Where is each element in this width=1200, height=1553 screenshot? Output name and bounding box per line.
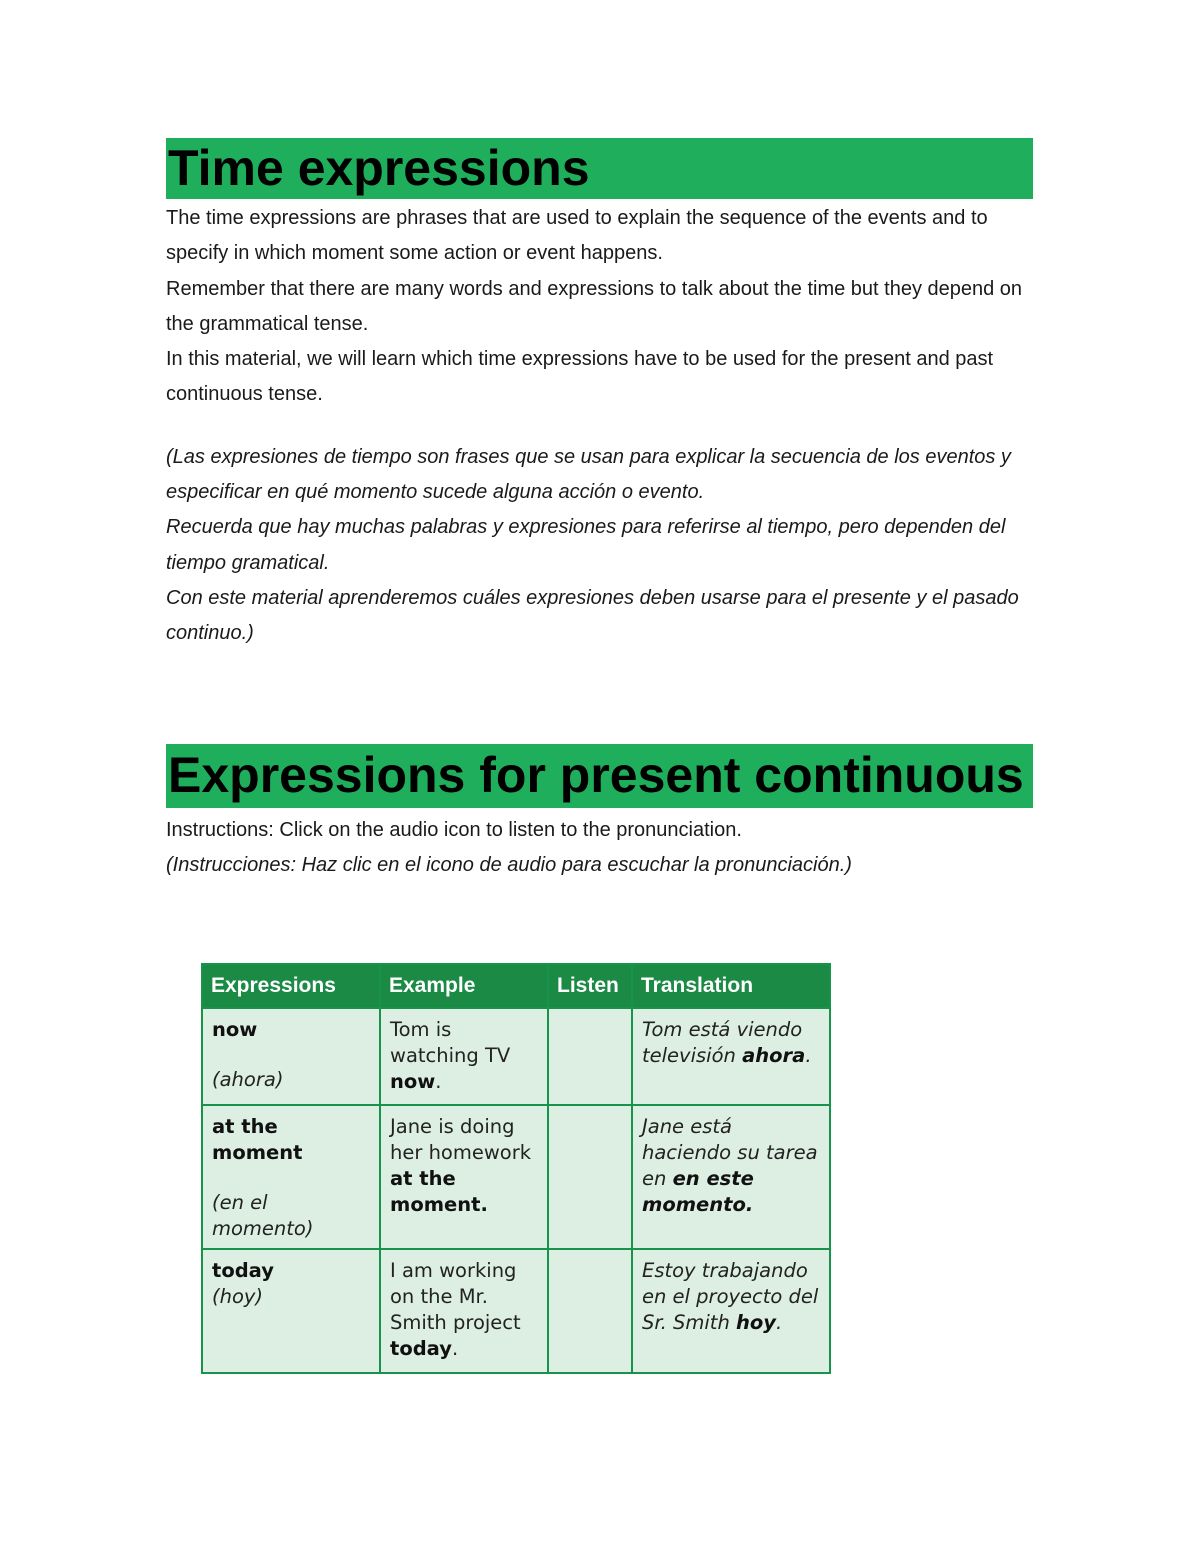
example-cell (380, 1008, 548, 1105)
translation-text: Estoy trabajando en el proyecto del Sr. Smith (642, 1259, 819, 1334)
example-highlight: now (390, 1070, 436, 1093)
expression-cell (202, 1008, 380, 1105)
listen-cell[interactable] (548, 1105, 632, 1249)
instructions-spanish: (Instrucciones: Haz clic en el icono de audio para escuchar la pronunciación.) (166, 854, 852, 877)
translation-highlight: hoy (736, 1311, 776, 1334)
translation-cell (632, 1249, 830, 1373)
translation-highlight: en este momento. (642, 1167, 754, 1216)
paragraph: (Las expresiones de tiempo son frases que se usan para explicar la secuencia de los eventos y especificar en qué momento sucede alguna acción o evento. (166, 445, 1011, 504)
example-cell (380, 1249, 548, 1373)
instructions: Instructions: Click on the audio icon to listen to the pronunciation. (166, 819, 742, 841)
example-highlight: today (390, 1337, 452, 1360)
section-present-continuous (166, 744, 1033, 884)
section-title: Time expressions (166, 138, 1033, 199)
translation-text: . (776, 1311, 783, 1334)
expression-cell (202, 1249, 380, 1373)
translation-cell (632, 1008, 830, 1105)
column-header: Expressions (202, 964, 380, 1008)
example-text: I am working on the Mr. Smith project (390, 1259, 521, 1334)
expression: now (212, 1018, 258, 1041)
example-text: Jane is doing her homework (390, 1115, 532, 1164)
paragraph: Con este material aprenderemos cuáles expresiones deben usarse para el presente y el pasado continuo.) (166, 586, 1019, 645)
expression-translation: (ahora) (212, 1068, 284, 1091)
example-cell (380, 1105, 548, 1249)
column-header: Translation (632, 964, 830, 1008)
expression: at the moment (212, 1115, 303, 1164)
paragraph: Recuerda que hay muchas palabras y expresiones para referirse al tiempo, pero dependen del tiempo gramatical. (166, 516, 1006, 574)
column-header: Example (380, 964, 548, 1008)
spanish-explanation (166, 440, 1033, 652)
paragraph: Remember that there are many words and expressions to talk about the time but they depend on the grammatical tense. (166, 277, 1023, 335)
table-row (202, 1105, 830, 1249)
paragraph: The time expressions are phrases that are used to explain the sequence of the events and to specify in which moment some action or event happens. (166, 207, 988, 265)
example-highlight: at the moment. (390, 1167, 488, 1216)
translation-highlight: ahora (742, 1044, 806, 1067)
translation-text: . (805, 1044, 812, 1067)
translation-cell (632, 1105, 830, 1249)
expression: today (212, 1259, 274, 1282)
table-header-row (202, 964, 830, 1008)
paragraph: In this material, we will learn which time expressions have to be used for the present and past continuous tense. (166, 348, 994, 406)
expressions-table (201, 963, 831, 1374)
listen-cell[interactable] (548, 1249, 632, 1373)
translation-text: Jane está haciendo su tarea en (642, 1115, 818, 1190)
expression-translation: (hoy) (212, 1285, 264, 1308)
table-row (202, 1249, 830, 1373)
translation-text: Tom está viendo televisión (642, 1018, 803, 1067)
expression-translation: (en el momento) (212, 1191, 314, 1240)
example-text: Tom is watching TV (390, 1018, 511, 1067)
column-header: Listen (548, 964, 632, 1008)
example-text: . (435, 1070, 442, 1093)
section-title: Expressions for present continuous (166, 744, 1033, 808)
table-row (202, 1008, 830, 1105)
expression-cell (202, 1105, 380, 1249)
english-explanation (166, 201, 1033, 413)
listen-cell[interactable] (548, 1008, 632, 1105)
example-text: . (451, 1337, 459, 1360)
section-time-expressions (166, 138, 1033, 652)
